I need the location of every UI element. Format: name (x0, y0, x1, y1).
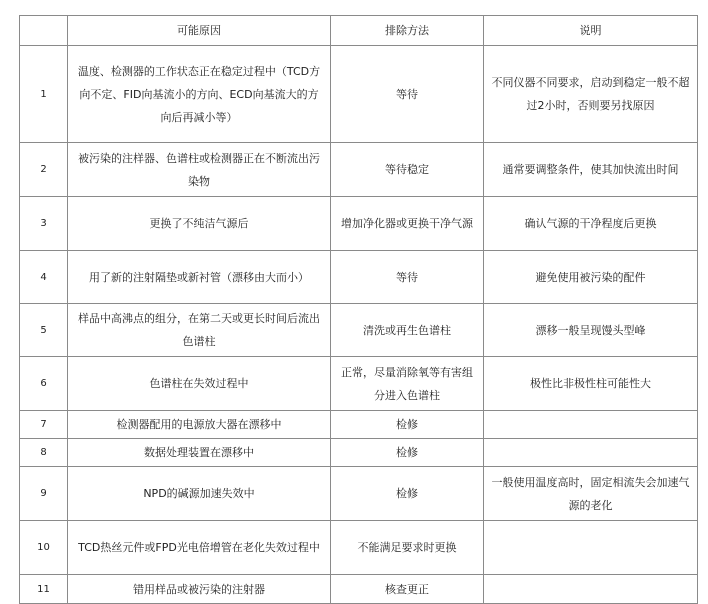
method-cell: 增加净化器或更换干净气源 (331, 197, 484, 251)
row-number: 1 (20, 46, 68, 143)
table-row (20, 467, 698, 521)
row-number: 11 (20, 575, 68, 604)
row-number: 7 (20, 411, 68, 439)
note-cell (484, 439, 698, 467)
cause-cell: 错用样品或被污染的注射器 (68, 575, 331, 604)
note-cell: 避免使用被污染的配件 (484, 251, 698, 304)
note-cell: 确认气源的干净程度后更换 (484, 197, 698, 251)
troubleshooting-table (19, 15, 698, 604)
table-row (20, 46, 698, 143)
cause-cell: 更换了不纯洁气源后 (68, 197, 331, 251)
method-cell: 正常，尽量消除氧等有害组分进入色谱柱 (331, 357, 484, 411)
table-row (20, 357, 698, 411)
row-number: 6 (20, 357, 68, 411)
table-row (20, 521, 698, 575)
header-number (20, 16, 68, 46)
cause-cell: 用了新的注射隔垫或新衬管（漂移由大而小） (68, 251, 331, 304)
header-method: 排除方法 (331, 16, 484, 46)
row-number: 3 (20, 197, 68, 251)
row-number: 5 (20, 304, 68, 357)
note-cell: 漂移一般呈现馒头型峰 (484, 304, 698, 357)
method-cell: 检修 (331, 439, 484, 467)
note-cell (484, 411, 698, 439)
method-cell: 核查更正 (331, 575, 484, 604)
row-number: 4 (20, 251, 68, 304)
note-cell: 一般使用温度高时，固定相流失会加速气源的老化 (484, 467, 698, 521)
note-cell: 极性比非极性柱可能性大 (484, 357, 698, 411)
method-cell: 检修 (331, 467, 484, 521)
cause-cell: 温度、检测器的工作状态正在稳定过程中（TCD方向不定、FID向基流小的方向、ECD向基流大的方向后再减小等） (68, 46, 331, 143)
row-number: 8 (20, 439, 68, 467)
table-row (20, 143, 698, 197)
table-row (20, 411, 698, 439)
method-cell: 检修 (331, 411, 484, 439)
row-number: 10 (20, 521, 68, 575)
method-cell: 等待稳定 (331, 143, 484, 197)
note-cell (484, 575, 698, 604)
cause-cell: 数据处理装置在漂移中 (68, 439, 331, 467)
cause-cell: 样品中高沸点的组分，在第二天或更长时间后流出色谱柱 (68, 304, 331, 357)
method-cell: 清洗或再生色谱柱 (331, 304, 484, 357)
cause-cell: 色谱柱在失效过程中 (68, 357, 331, 411)
row-number: 9 (20, 467, 68, 521)
table-row (20, 251, 698, 304)
cause-cell: 检测器配用的电源放大器在漂移中 (68, 411, 331, 439)
table-row (20, 575, 698, 604)
table-row (20, 197, 698, 251)
method-cell: 等待 (331, 46, 484, 143)
method-cell: 不能满足要求时更换 (331, 521, 484, 575)
header-note: 说明 (484, 16, 698, 46)
header-row (20, 16, 698, 46)
note-cell (484, 521, 698, 575)
header-cause: 可能原因 (68, 16, 331, 46)
cause-cell: TCD热丝元件或FPD光电倍增管在老化失效过程中 (68, 521, 331, 575)
table-row (20, 304, 698, 357)
table-row (20, 439, 698, 467)
row-number: 2 (20, 143, 68, 197)
note-cell: 不同仪器不同要求，启动到稳定一般不超过2小时，否则要另找原因 (484, 46, 698, 143)
note-cell: 通常要调整条件，使其加快流出时间 (484, 143, 698, 197)
cause-cell: 被污染的注样器、色谱柱或检测器正在不断流出污染物 (68, 143, 331, 197)
method-cell: 等待 (331, 251, 484, 304)
cause-cell: NPD的碱源加速失效中 (68, 467, 331, 521)
